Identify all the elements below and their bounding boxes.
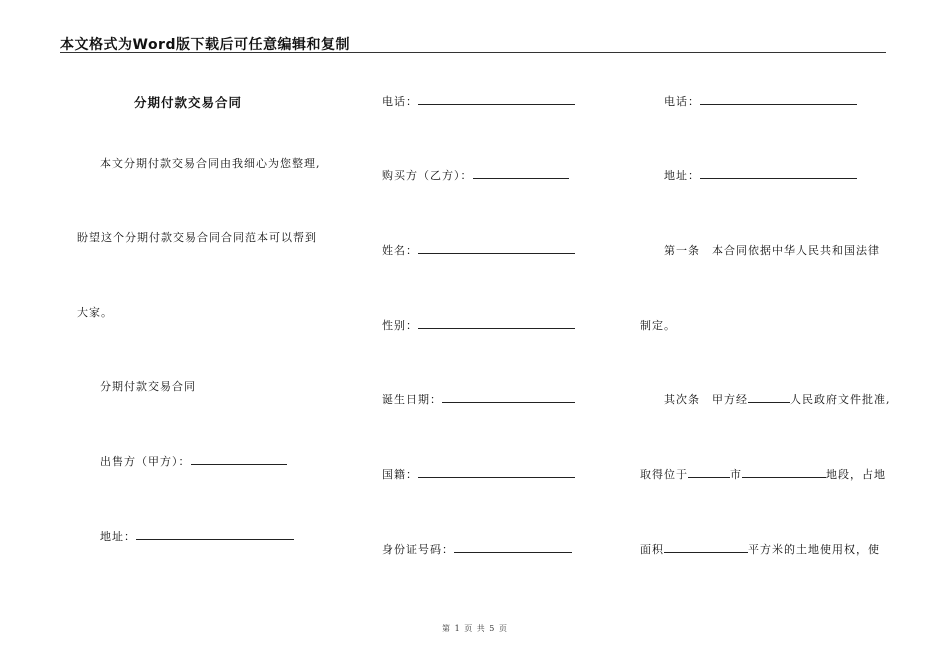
seller-phone-label: 电话： bbox=[382, 95, 418, 108]
district-blank bbox=[742, 467, 826, 478]
buyer-address-blank bbox=[700, 168, 857, 179]
article-2-text-a: 其次条 甲方经 bbox=[664, 393, 748, 406]
buyer-label: 购买方（乙方）： bbox=[382, 169, 473, 182]
article-2-text-e: 地段，占地 bbox=[826, 468, 886, 481]
birthdate-label: 诞生日期： bbox=[382, 393, 442, 406]
gender-blank bbox=[418, 318, 575, 329]
gender-label: 性别： bbox=[382, 319, 418, 332]
header-divider bbox=[60, 52, 886, 53]
seller-address-field bbox=[100, 528, 294, 544]
contract-title: 分期付款交易合同 bbox=[134, 95, 243, 110]
buyer-phone-field bbox=[664, 93, 857, 109]
seller-phone-blank bbox=[418, 94, 575, 105]
article-2-text-b: 人民政府文件批准, bbox=[790, 393, 891, 406]
seller-phone-field bbox=[382, 93, 575, 109]
article-2-line-1 bbox=[664, 391, 891, 407]
seller-field bbox=[100, 453, 287, 469]
page-footer: 第 1 页 共 5 页 bbox=[442, 624, 508, 633]
contract-subtitle: 分期付款交易合同 bbox=[100, 380, 196, 393]
buyer-field bbox=[382, 167, 569, 183]
government-blank bbox=[748, 392, 790, 403]
document-header-title: 本文格式为Word版下载后可任意编辑和复制 bbox=[60, 37, 350, 53]
buyer-address-field bbox=[664, 167, 857, 183]
seller-label: 出售方（甲方）： bbox=[100, 455, 191, 468]
article-1-line-2: 制定。 bbox=[640, 319, 676, 332]
name-blank bbox=[418, 243, 575, 254]
article-3-text-b: 平方米的土地使用权，使 bbox=[748, 543, 880, 556]
article-2-text-c: 取得位于 bbox=[640, 468, 688, 481]
nationality-label: 国籍： bbox=[382, 468, 418, 481]
id-number-label: 身份证号码： bbox=[382, 543, 454, 556]
nationality-field bbox=[382, 466, 575, 482]
birthdate-field bbox=[382, 391, 575, 407]
city-blank bbox=[688, 467, 730, 478]
id-number-field bbox=[382, 541, 572, 557]
birthdate-blank bbox=[442, 392, 575, 403]
article-2-text-d: 市 bbox=[730, 468, 742, 481]
name-field bbox=[382, 242, 575, 258]
seller-address-label: 地址： bbox=[100, 530, 136, 543]
seller-blank bbox=[191, 454, 287, 465]
area-blank bbox=[664, 542, 748, 553]
name-label: 姓名： bbox=[382, 244, 418, 257]
seller-address-blank bbox=[136, 529, 294, 540]
article-3-text-a: 面积 bbox=[640, 543, 664, 556]
id-number-blank bbox=[454, 542, 572, 553]
article-3-line bbox=[640, 541, 880, 557]
buyer-phone-label: 电话： bbox=[664, 95, 700, 108]
nationality-blank bbox=[418, 467, 575, 478]
article-1-line-1: 第一条 本合同依据中华人民共和国法律 bbox=[664, 244, 880, 257]
gender-field bbox=[382, 317, 575, 333]
article-2-line-2 bbox=[640, 466, 886, 482]
intro-line-1: 本文分期付款交易合同由我细心为您整理, bbox=[100, 157, 321, 170]
buyer-address-label: 地址： bbox=[664, 169, 700, 182]
buyer-phone-blank bbox=[700, 94, 857, 105]
intro-line-3: 大家。 bbox=[77, 306, 113, 319]
intro-line-2: 盼望这个分期付款交易合同合同范本可以帮到 bbox=[77, 231, 317, 244]
buyer-blank bbox=[473, 168, 569, 179]
